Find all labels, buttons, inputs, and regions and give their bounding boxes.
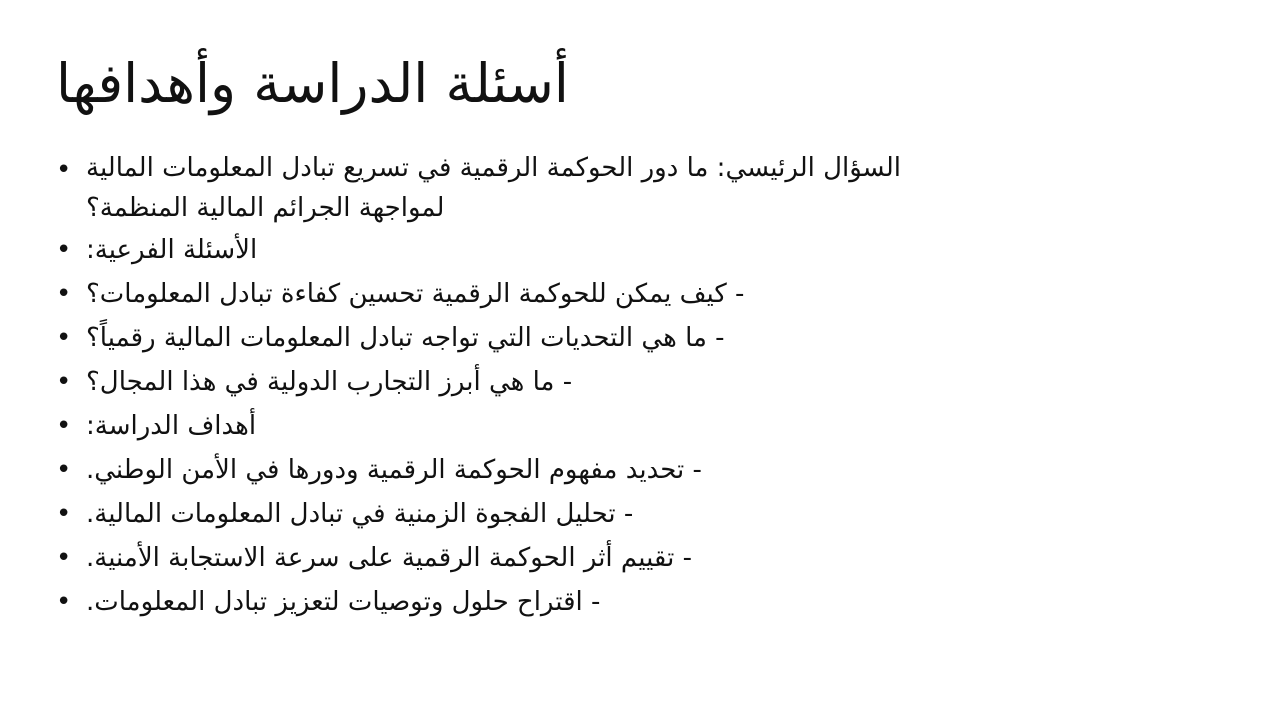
bullet-main-question (56, 148, 1176, 228)
bullet-text (86, 148, 1176, 228)
bullet-objective (56, 448, 1176, 492)
bullet-dot: • (56, 499, 72, 529)
bullet-text: أهداف الدراسة: (86, 411, 257, 441)
slide-title: أسئلة الدراسة وأهدافها (56, 52, 569, 115)
bullet-objective (56, 492, 1176, 536)
bullet-dot: • (56, 543, 72, 573)
bullet-text-line: لمواجهة الجرائم المالية المنظمة؟ (86, 193, 445, 223)
bullet-text-line: السؤال الرئيسي: ما دور الحوكمة الرقمية في تسريع تبادل المعلومات المالية (86, 153, 902, 183)
bullet-text: - كيف يمكن للحوكمة الرقمية تحسين كفاءة تبادل المعلومات؟ (86, 279, 745, 309)
bullet-dot: • (56, 367, 72, 397)
bullet-text: - تحديد مفهوم الحوكمة الرقمية ودورها في الأمن الوطني. (86, 455, 702, 485)
bullet-dot: • (56, 235, 72, 265)
bullet-dot: • (56, 323, 72, 353)
bullet-subquestion (56, 316, 1176, 360)
bullet-text: - ما هي التحديات التي تواجه تبادل المعلومات المالية رقمياً؟ (86, 323, 725, 353)
bullet-dot: • (56, 155, 72, 185)
bullet-dot: • (56, 411, 72, 441)
bullet-objectives-heading (56, 404, 1176, 448)
bullet-text: الأسئلة الفرعية: (86, 235, 258, 265)
bullet-list (56, 148, 1176, 624)
bullet-objective (56, 580, 1176, 624)
bullet-text: - اقتراح حلول وتوصيات لتعزيز تبادل المعلومات. (86, 587, 601, 617)
bullet-dot: • (56, 279, 72, 309)
bullet-text: - ما هي أبرز التجارب الدولية في هذا المجال؟ (86, 367, 573, 397)
bullet-dot: • (56, 455, 72, 485)
bullet-dot: • (56, 587, 72, 617)
bullet-objective (56, 536, 1176, 580)
bullet-subquestion (56, 272, 1176, 316)
bullet-text: - تقييم أثر الحوكمة الرقمية على سرعة الاستجابة الأمنية. (86, 543, 692, 573)
bullet-subquestion (56, 360, 1176, 404)
bullet-subquestions-heading (56, 228, 1176, 272)
bullet-text: - تحليل الفجوة الزمنية في تبادل المعلومات المالية. (86, 499, 634, 529)
